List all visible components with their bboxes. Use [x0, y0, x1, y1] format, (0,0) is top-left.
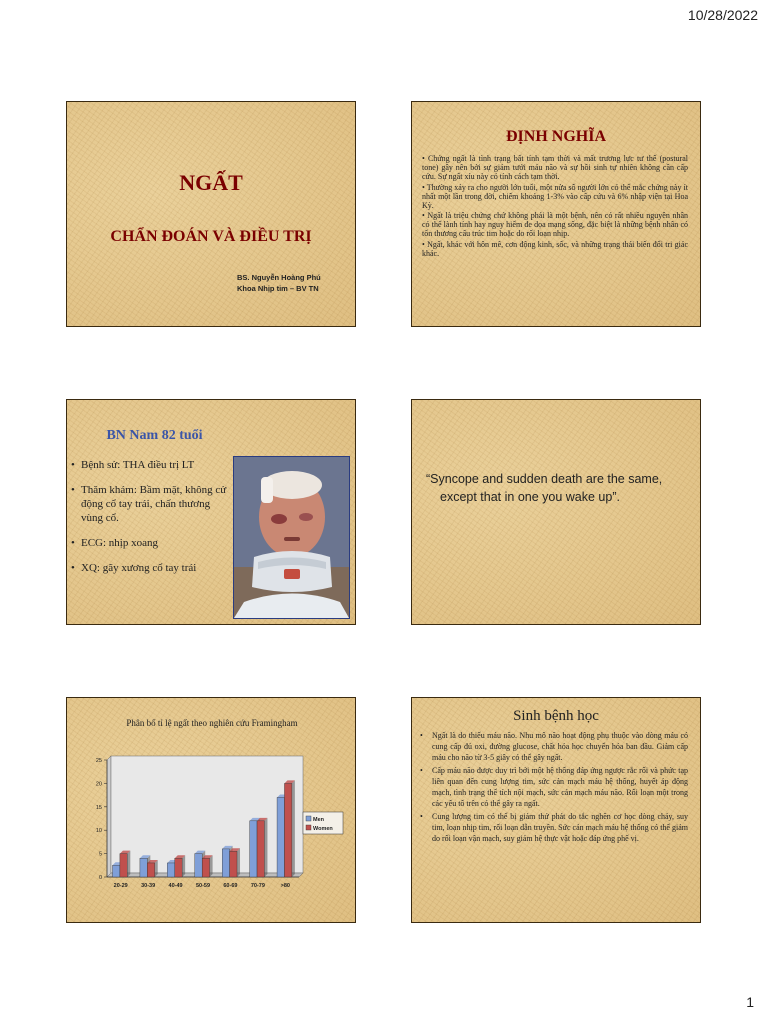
bar-men-40-49	[167, 863, 174, 877]
bar-men-50-59	[195, 854, 202, 877]
definition-paragraph: • Ngất, khác với hôn mê, cơn động kinh, sốc, và những trạng thái biến đổi tri giác khác.	[422, 239, 688, 258]
bar-women-70-79	[257, 821, 264, 877]
slide-definition	[411, 101, 701, 327]
bar-side	[182, 855, 185, 877]
bar-men-60-69	[222, 849, 229, 877]
bar-side	[292, 780, 295, 877]
bar-women-30-39	[147, 863, 154, 877]
list-item-text: Cung lượng tim có thể bị giảm thứ phát do tắc nghẽn cơ học dòng chảy, suy tim, loạn nhịp tim, rối loạn dẫn truyền. Sức cản mạch máu hệ thống có thể giảm do rối loạn vận mạch, suy giảm hệ thực vật hoặc đáp ứng phế vị.	[432, 812, 688, 843]
author-affiliation: Khoa Nhịp tim – BV TN	[237, 284, 319, 293]
quote	[426, 470, 690, 506]
legend-label: Women	[313, 826, 333, 832]
bar-women-50-59	[202, 858, 209, 877]
x-tick-label: 30-39	[141, 883, 156, 889]
x-tick-label: >80	[280, 883, 290, 889]
legend-swatch	[306, 816, 311, 821]
bar-side	[264, 818, 267, 877]
bar-side	[127, 851, 130, 877]
x-tick-label: 60-69	[223, 883, 238, 889]
legend-swatch	[306, 825, 311, 830]
list-item	[71, 536, 231, 550]
patient-photo	[233, 456, 350, 619]
x-tick-label: 40-49	[168, 883, 183, 889]
list-item	[420, 811, 688, 844]
y-tick-label: 5	[98, 851, 102, 858]
bar-men-20-29	[112, 865, 119, 877]
list-item	[420, 765, 688, 809]
definition-paragraph: • Chứng ngất là tình trạng bất tỉnh tạm thời và mất trương lực tư thế (postural tone) gây nên bởi sự giảm tưới máu não và sự hồi sinh tự nhiên không cần cấp cứu. Sự ngất xỉu này có tính cách tạm thời.	[422, 154, 688, 181]
slide-heading: ĐỊNH NGHĨA	[505, 128, 606, 145]
bar-side	[155, 860, 158, 877]
bar-side	[210, 855, 213, 877]
bullet-icon: •	[420, 731, 423, 740]
y-tick-label: 0	[98, 875, 102, 881]
case-bullet-list	[71, 458, 231, 586]
x-tick-label: 50-59	[195, 883, 211, 889]
y-tick-label: 15	[95, 804, 102, 811]
list-item	[71, 483, 231, 525]
slide-heading: BN Nam 82 tuổi	[106, 428, 203, 443]
bullet-icon: •	[71, 537, 75, 549]
quote-line: “Syncope and sudden death are the same,	[426, 472, 663, 486]
legend-label: Men	[313, 817, 324, 823]
chart-title: Phân bố tỉ lệ ngất theo nghiên cứu Framingham	[126, 718, 298, 728]
list-item	[420, 730, 688, 763]
list-item	[71, 458, 231, 472]
x-tick-label: 70-79	[250, 883, 265, 889]
slide-pathophysiology	[411, 697, 701, 923]
bullet-icon: •	[71, 562, 75, 574]
list-item	[71, 561, 231, 575]
slide-subtitle: CHẨN ĐOÁN VÀ ĐIỀU TRỊ	[110, 228, 312, 245]
bar-women-40-49	[175, 858, 182, 877]
list-item-text: Bệnh sử: THA điều trị LT	[81, 459, 195, 471]
slide-case	[66, 399, 356, 625]
slide-quote	[411, 399, 701, 625]
list-item-text: Cấp máu não được duy trì bởi một hệ thống đáp ứng ngược rắc rối và phức tạp liên quan đến cung lượng tim, sức cản mạch máu hệ thống, huyết áp động mạch, tình trạng thể tích nội mạch, sức cản mạch máu não. Rối loạn một trong các yếu tố trên có thể gây ra ngất.	[432, 766, 688, 808]
bullet-icon: •	[71, 484, 75, 496]
slide-heading: Sinh bệnh học	[513, 708, 599, 724]
slide-title-heading: NGẤT	[179, 170, 243, 195]
author-name: BS. Nguyễn Hoàng Phú	[237, 273, 321, 282]
bar-women->80	[284, 783, 291, 877]
list-item-text: XQ: gãy xương cổ tay trái	[81, 562, 197, 574]
list-item-text: Ngất là do thiếu máu não. Nhu mô não hoạt động phụ thuộc vào dòng máu có cung cấp đủ oxi, đường glucose, chất hóa học chuyển hóa ban đầu. Giảm cấp máu cho não từ 3-5 giây có thể gây ngất.	[432, 731, 688, 762]
bar-women-60-69	[230, 851, 237, 877]
bar-men->80	[277, 797, 284, 877]
definition-body	[422, 154, 688, 259]
author-block	[237, 272, 355, 294]
bar-women-20-29	[120, 854, 127, 877]
bar-side	[237, 848, 240, 877]
list-item-text: Thăm khám: Bầm mặt, không cử động cổ tay trái, chấn thương vùng cổ.	[81, 484, 227, 524]
framingham-bar-chart	[67, 698, 355, 922]
y-tick-label: 20	[95, 781, 102, 788]
bar-men-70-79	[250, 821, 257, 877]
definition-paragraph: • Ngất là triệu chứng chứ không phải là một bệnh, nên có rất nhiều nguyên nhân có thể lành tính hay nguy hiểm đe dọa mạng sống, đặc biệt là những bệnh nhân có tổn thương cấu trúc tim hoặc do rối loạn nhịp.	[422, 211, 688, 238]
bar-men-30-39	[140, 858, 147, 877]
list-item-text: ECG: nhịp xoang	[81, 537, 158, 549]
chart-side-wall	[107, 756, 111, 877]
y-tick-label: 10	[95, 828, 102, 835]
pathophysiology-bullet-list	[420, 730, 688, 846]
definition-paragraph: • Thường xảy ra cho người lớn tuổi, một nửa số người lớn có thể mắc chứng này ít nhất một lần trong đời, chiếm khoảng 1-3% vào cấp cứu và 6% nhập viện tại Hoa Kỳ.	[422, 182, 688, 210]
bullet-icon: •	[420, 812, 423, 821]
slide-title	[66, 101, 356, 327]
x-tick-label: 20-29	[113, 883, 128, 889]
patient-photo-illustration	[234, 457, 349, 618]
slide-chart	[66, 697, 356, 923]
y-tick-label: 25	[95, 758, 102, 764]
header-date: 10/28/2022	[687, 7, 758, 23]
bullet-icon: •	[71, 459, 75, 471]
bullet-icon: •	[420, 766, 423, 775]
quote-line: except that in one you wake up”.	[440, 490, 620, 504]
page-number: 1	[746, 994, 754, 1010]
